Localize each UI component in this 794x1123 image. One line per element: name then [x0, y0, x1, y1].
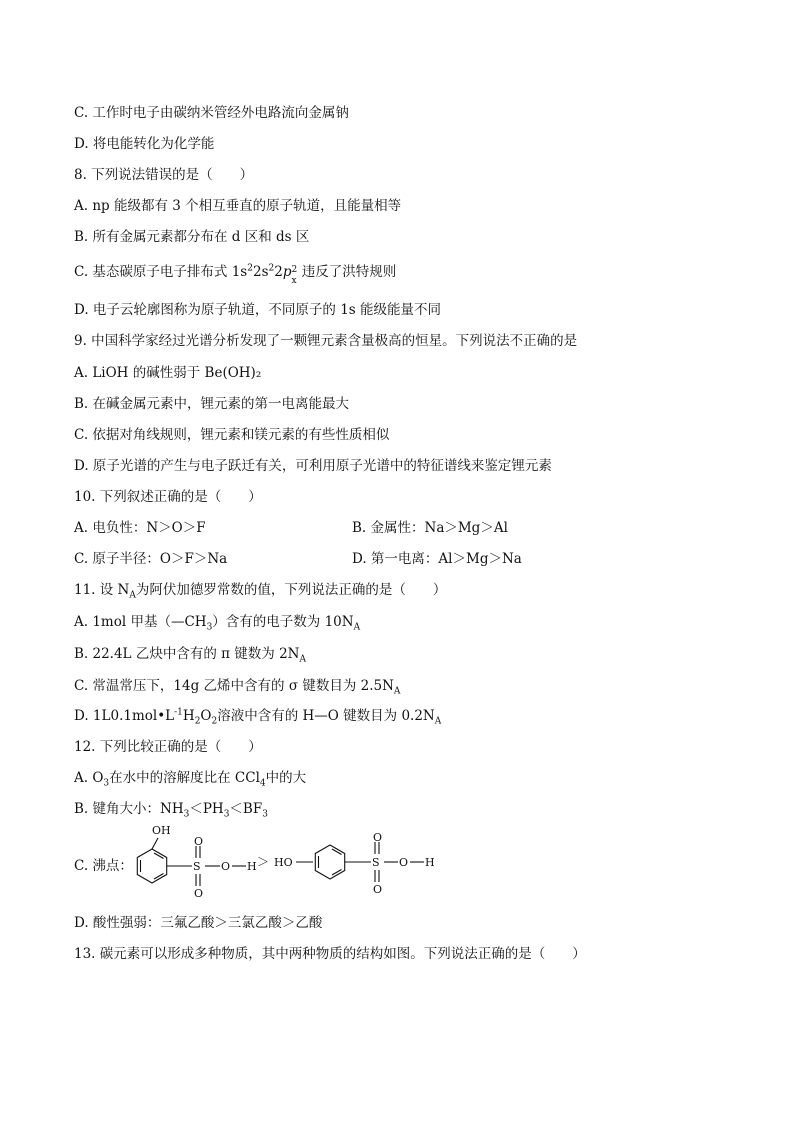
q10-option-d: D. 第一电离：Al＞Mg＞Na	[352, 551, 522, 567]
q11-optd-c: O	[200, 708, 212, 724]
sup: -1	[174, 707, 183, 718]
q12-option-d: D. 酸性强弱：三氟乙酸＞三氯乙酸＞乙酸	[74, 915, 323, 931]
q8-optc-prefix: C. 基态碳原子电子排布式 1s	[74, 264, 248, 280]
sub: 4	[259, 778, 266, 789]
sub: 3	[103, 778, 110, 789]
q8-option-a: A. np 能级都有 3 个相互垂直的原子轨道，且能量相等	[74, 198, 402, 214]
sub: A	[434, 716, 442, 727]
sub: 3	[206, 622, 213, 633]
label-s-right: S	[372, 856, 380, 869]
sub: 3	[223, 809, 230, 820]
q9-option-d: D. 原子光谱的产生与电子跃迁有关，可利用原子光谱中的特征谱线来鉴定锂元素	[74, 458, 552, 474]
label-o-right: O	[399, 856, 409, 869]
q13-stem: 13. 碳元素可以形成多种物质，其中两种物质的结构如图。下列说法正确的是（ ）	[74, 946, 586, 962]
sub: A	[353, 622, 361, 633]
q12-opta-b: 在水中的溶解度比在 CCl	[109, 770, 260, 786]
label-o-right-top: O	[373, 831, 383, 844]
q12-optb-b: ＜PH	[189, 801, 224, 817]
sub: A	[299, 654, 306, 665]
orbital-p: p	[282, 264, 292, 280]
q12-option-c-label: C. 沸点：	[74, 858, 133, 874]
q9-option-c: C. 依据对角线规则，锂元素和镁元素的有些性质相似	[74, 427, 390, 443]
q12-opta-c: 中的大	[265, 770, 307, 786]
sub: A	[393, 686, 401, 697]
sub: 2	[194, 716, 201, 727]
label-o-left-bottom: O	[194, 887, 204, 900]
gt-sign: ＞	[257, 855, 270, 869]
q11-optd-a: D. 1L0.1mol•L	[74, 708, 175, 724]
q8-optc-suffix: 违反了洪特规则	[301, 264, 397, 280]
benzene-ring-right	[315, 845, 344, 879]
q10-option-a: A. 电负性：N＞O＞F	[74, 520, 206, 536]
q8-option-d: D. 电子云轮廓图称为原子轨道，不同原子的 1s 能级能量不同	[74, 302, 442, 318]
q9-option-b: B. 在碱金属元素中，锂元素的第一电离能最大	[74, 396, 350, 412]
sub: A	[129, 590, 136, 601]
q8-option-c: C. 基态碳原子电子排布式 $1s^22s^22p$ 2 x 违反了洪特规则	[74, 263, 397, 286]
q9-stem: 9. 中国科学家经过光谱分析发现了一颗锂元素含量极高的恒星。下列说法不正确的是	[74, 333, 578, 349]
q10-option-b: B. 金属性：Na＞Mg＞Al	[352, 520, 508, 536]
sup: 2	[247, 263, 253, 274]
q9-option-a: A. LiOH 的碱性弱于 Be(OH)₂	[74, 365, 262, 381]
q7-option-c: C. 工作时电子由碳纳米管经外电路流向金属钠	[74, 105, 349, 121]
q11-optb-a: B. 22.4L 乙炔中含有的 π 键数为 2N	[74, 646, 300, 662]
q8-option-b: B. 所有金属元素都分布在 d 区和 ds 区	[74, 229, 310, 245]
q10-stem: 10. 下列叙述正确的是（ ）	[74, 489, 262, 505]
q12-opta-a: A. O	[74, 770, 104, 786]
q12-optb-a: B. 键角大小：NH	[74, 801, 184, 817]
q11-stem-b: 为阿伏加德罗常数的值，下列说法正确的是（ ）	[135, 582, 447, 598]
label-s-left: S	[193, 860, 201, 873]
q11-opta-a: A. 1mol 甲基（—CH	[74, 614, 207, 630]
label-oh-top: OH	[152, 824, 171, 837]
q11-optc-a: C. 常温常压下，14g 乙烯中含有的 σ 键数目为 2.5N	[74, 678, 394, 694]
q11-stem-a: 11. 设 N	[74, 582, 130, 598]
sup: 2	[268, 263, 275, 274]
label-o-left: O	[221, 860, 231, 873]
q12-stem: 12. 下列比较正确的是（ ）	[74, 739, 262, 755]
sub: 3	[183, 809, 190, 820]
q11-opta-b: ）含有的电子数为 10N	[212, 614, 354, 630]
q7-option-d: D. 将电能转化为化学能	[74, 136, 215, 152]
sub: 3	[262, 809, 268, 820]
label-o-right-bottom: O	[373, 883, 383, 896]
label-h-right: H	[425, 856, 435, 869]
q8-stem: 8. 下列说法错误的是（ ）	[74, 167, 254, 183]
q10-option-c: C. 原子半径：O＞F＞Na	[74, 551, 228, 567]
q12-optb-c: ＜BF	[229, 801, 263, 817]
q11-optd-b: H	[182, 708, 195, 724]
label-ho: HO	[274, 856, 293, 869]
label-o-left-top: O	[194, 835, 204, 848]
sub: 2	[211, 716, 218, 727]
benzene-ring-left	[137, 849, 166, 883]
q11-optd-d: 溶液中含有的 H—O 键数目为 0.2N	[217, 708, 435, 724]
label-h-left: H	[247, 860, 257, 873]
